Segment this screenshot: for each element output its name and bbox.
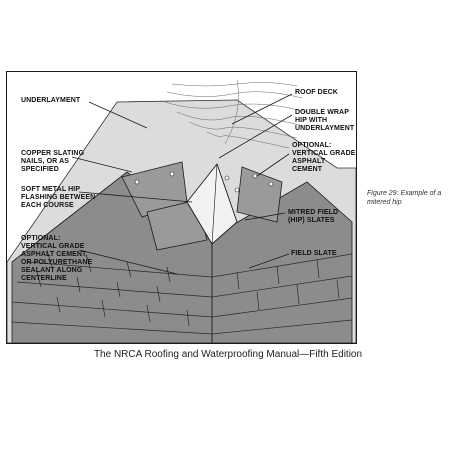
label-field-slate: FIELD SLATE <box>291 250 337 257</box>
figure-caption: Figure 29: Example of a mitered hip <box>367 190 442 206</box>
label-optional-sealant: OPTIONAL: VERTICAL GRADE ASPHALT CEMENT, OR POLYURETHANE SEALANT ALONG CENTERLINE <box>21 235 93 282</box>
diagram-frame <box>6 71 357 344</box>
label-double-wrap-hip: DOUBLE WRAP HIP WITH UNDERLAYMENT <box>295 109 355 132</box>
label-roof-deck: ROOF DECK <box>295 89 338 96</box>
footer-title: The NRCA Roofing and Waterproofing Manual—Fifth Edition <box>93 349 363 360</box>
label-mitred-field-slates: MITRED FIELD (HIP) SLATES <box>288 209 339 224</box>
label-soft-metal-hip-flashing: SOFT METAL HIP FLASHING BETWEEN EACH COURSE <box>21 186 96 209</box>
label-optional-asphalt-cement: OPTIONAL: VERTICAL GRADE ASPHALT CEMENT <box>292 142 356 173</box>
label-underlayment: UNDERLAYMENT <box>21 97 81 104</box>
label-copper-slating-nails: COPPER SLATING NAILS, OR AS SPECIFIED <box>21 150 85 173</box>
